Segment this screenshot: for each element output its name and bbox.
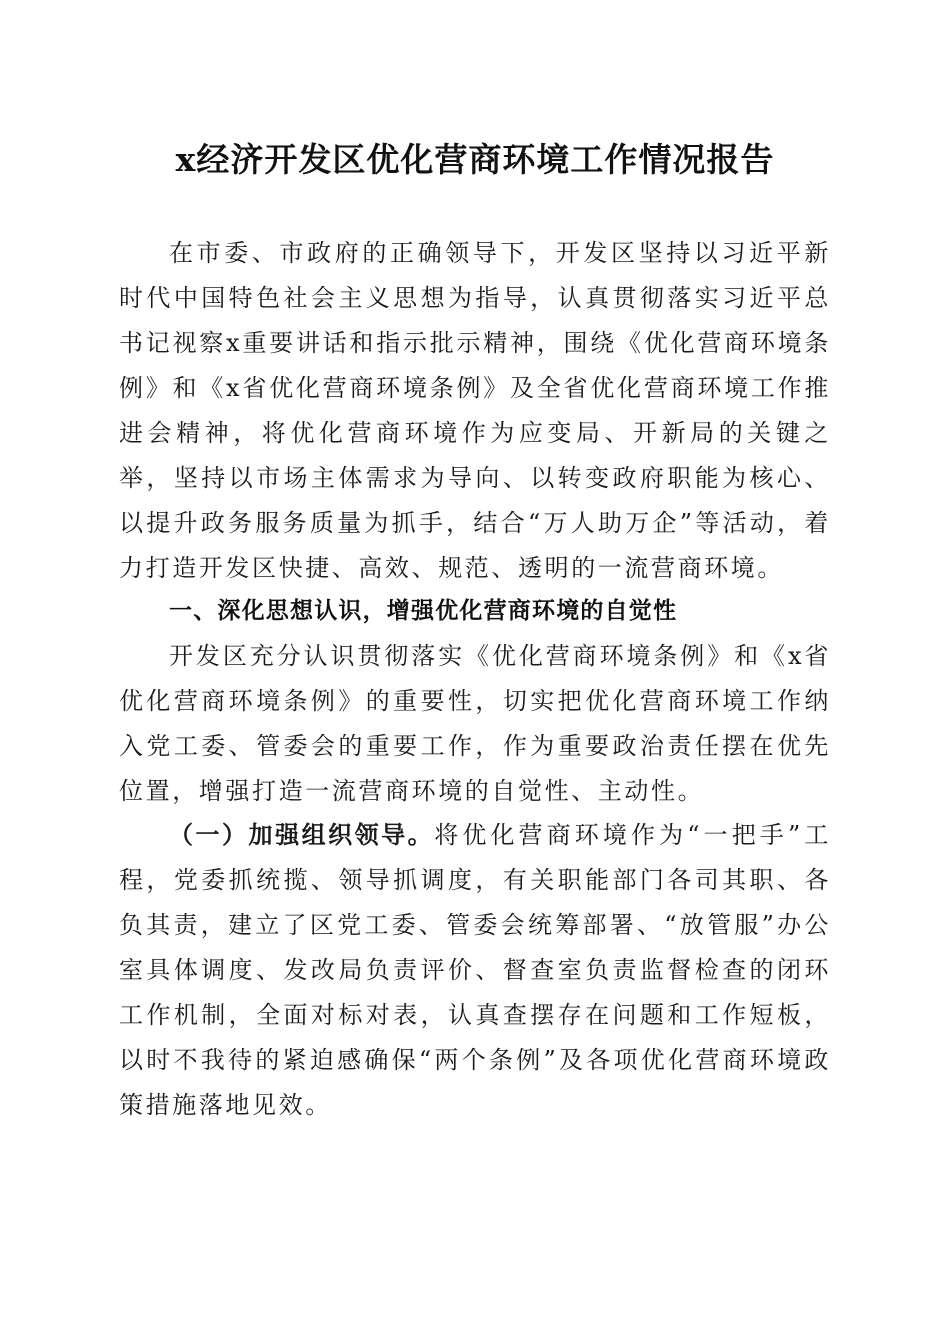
section-one-paragraph: 开发区充分认识贯彻落实《优化营商环境条例》和《x省优化营商环境条例》的重要性，切实把优化营商环境工作纳入党工委、管委会的重要工作，作为重要政治责任摆在优先位置，增强打造一流营商环境的自觉性、主动性。: [119, 642, 831, 805]
item-one-lead: （一）加强组织领导。: [169, 821, 435, 849]
document-title: x经济开发区优化营商环境工作情况报告: [175, 140, 775, 179]
item-one-body: 将优化营商环境作为“一把手”工程，党委抓统揽、领导抓调度，有关职能部门各司其职、各负其责，建立了区党工委、管委会统筹部署、“放管服”办公室具体调度、发改局负责评价、督查室负责监督检查的闭环工作机制，全面对标对表，认真查摆存在问题和工作短板，以时不我待的紧迫感确保“两个条例”及各项优化营商环境政策措施落地见效。: [119, 821, 832, 1119]
intro-paragraph: 在市委、市政府的正确领导下，开发区坚持以习近平新时代中国特色社会主义思想为指导，认真贯彻落实习近平总书记视察x重要讲话和指示批示精神，围绕《优化营商环境条例》和《x省优化营商环境条例》及全省优化营商环境工作推进会精神，将优化营商环境作为应变局、开新局的关键之举，坚持以市场主体需求为导向、以转变政府职能为核心、以提升政务服务质量为抓手，结合“万人助万企”等活动，着力打造开发区快捷、高效、规范、透明的一流营商环境。: [119, 239, 831, 582]
section-one-heading: 一、深化思想认识，增强优化营商环境的自觉性: [169, 598, 678, 624]
item-one-paragraph: [119, 813, 831, 1128]
